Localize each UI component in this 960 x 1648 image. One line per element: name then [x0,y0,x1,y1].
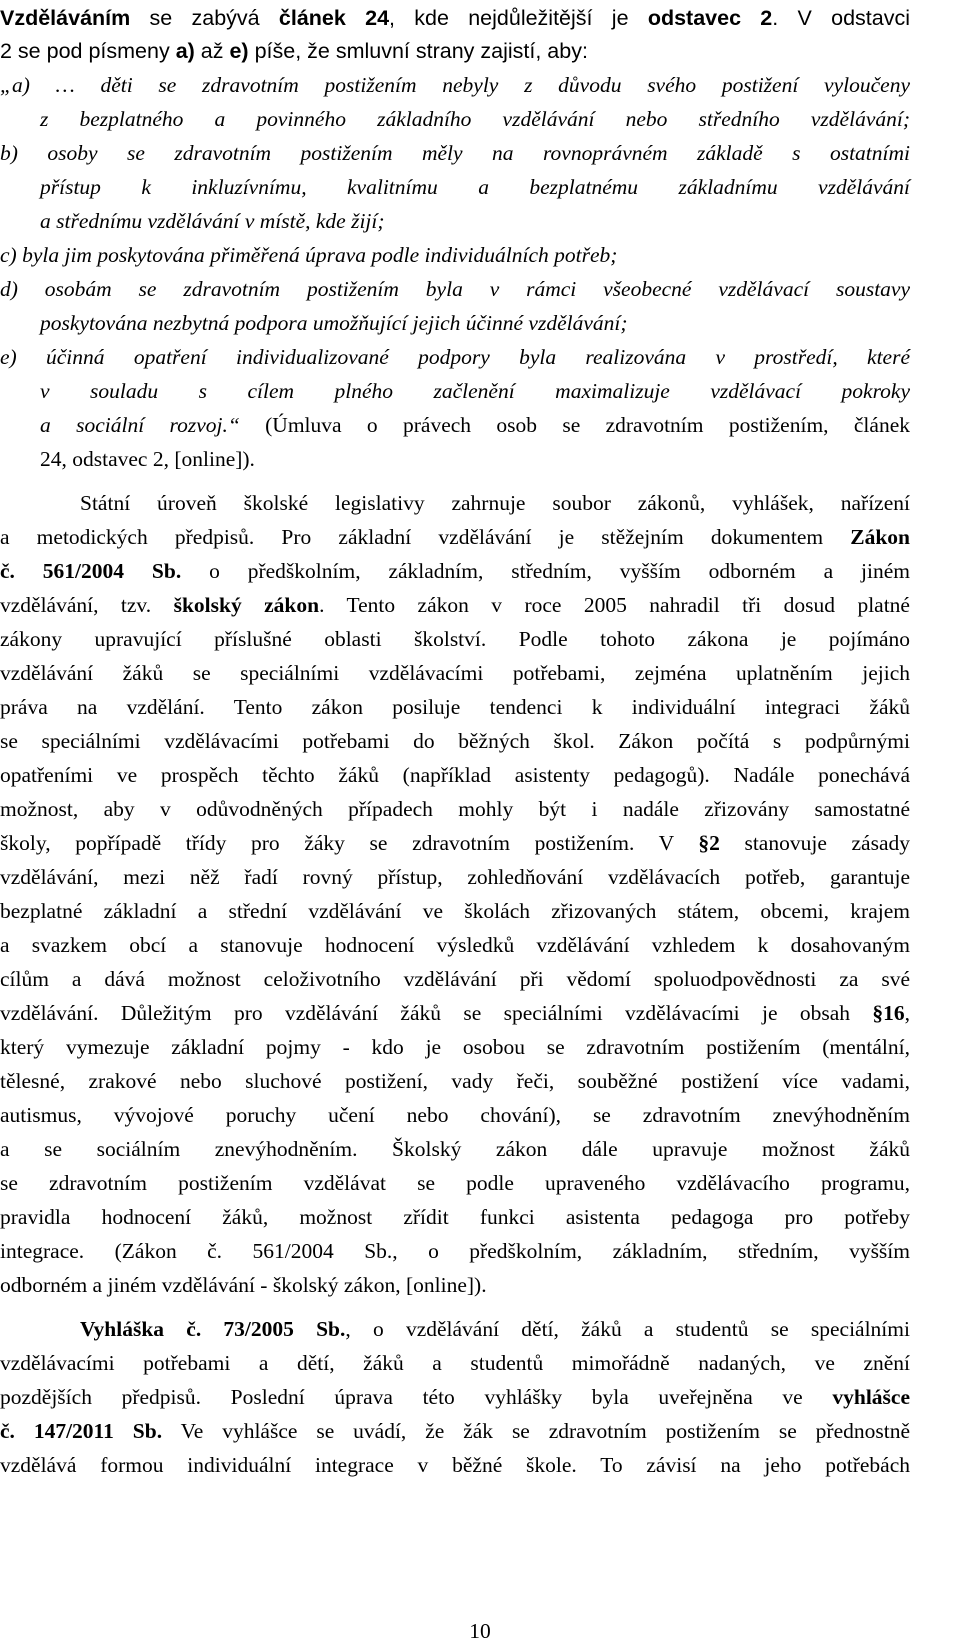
text-segment: pozdějších předpisů. Poslední úprava této vyhlášky byla uveřejněna ve [0,1385,833,1409]
text-line [0,70,910,100]
text-segment: . Tento zákon v roce 2005 nahradil tři dosud platné [319,593,910,617]
text-segment: . V odstavci [772,6,911,30]
text-segment: pravidla hodnocení žáků, možnost zřídit funkci asistenta pedagoga pro potřeby [0,1205,910,1229]
text-line [0,1134,910,1164]
text-line [0,998,910,1028]
text-segment: odstavec 2 [647,6,773,30]
text-segment: Vyhláška č. 73/2005 Sb. [80,1317,346,1341]
text-segment: školy, popřípadě třídy pro žáky se zdravotním postižením. V [0,831,699,855]
text-segment: práva na vzdělání. Tento zákon posiluje tendenci k individuální integraci žáků [0,695,910,719]
text-segment: a sociální rozvoj.“ [40,413,240,437]
text-line [0,138,910,168]
text-segment: vzdělávacími potřebami a dětí, žáků a studentů mimořádně nadaných, ve znění [0,1351,910,1375]
text-line [0,556,910,586]
text-segment: a svazkem obcí a stanovuje hodnocení výsledků vzdělávání vzhledem k dosahovaným [0,933,910,957]
text-line [0,1270,487,1300]
text-segment: Zákon [850,525,910,549]
text-line [0,1100,910,1130]
text-segment: v souladu s cílem plného začlenění maximalizuje vzdělávací pokroky [40,379,910,403]
text-line [40,104,910,134]
text-segment: d) osobám se zdravotním postižením byla v rámci všeobecné vzdělávací soustavy [0,277,910,301]
text-line [0,590,910,620]
text-segment: se zdravotním postižením vzdělávat se podle upraveného vzdělávacího programu, [0,1171,910,1195]
text-segment: se speciálními vzdělávacími potřebami do běžných škol. Zákon počítá s podpůrnými [0,729,910,753]
text-line [0,862,910,892]
text-segment: vzdělávání žáků se speciálními vzdělávacími potřebami, zejména uplatněním jejich [0,661,910,685]
text-segment: vzdělává formou individuální integrace v běžné škole. To závisí na jeho potřebách [0,1453,910,1477]
text-segment: zákony upravující příslušné oblasti školství. Podle tohoto zákona je pojímáno [0,627,910,651]
text-segment: , [904,1001,910,1025]
text-segment: (Úmluva o právech osob se zdravotním postižením, článek [239,413,910,437]
text-segment: školský zákon [173,593,320,617]
text-segment: Ve vyhlášce se uvádí, že žák se zdravotním postižením se přednostně [162,1419,911,1443]
text-segment: píše, že smluvní strany zajistí, aby: [248,39,588,63]
text-line [40,172,910,202]
text-line [0,274,910,304]
text-line [40,206,385,236]
text-segment: cílům a dává možnost celoživotního vzdělávání při vědomí spoluodpovědnosti za své [0,967,910,991]
text-segment: e) [229,39,249,63]
text-segment: vzdělávání, mezi něž řadí rovný přístup, zohledňování vzdělávacích potřeb, garantuje [0,865,910,889]
text-line [0,760,910,790]
text-line [0,342,910,372]
text-segment: se zabývá [130,6,279,30]
text-segment: a střednímu vzdělávání v místě, kde žijí; [40,209,385,233]
text-segment: Státní úroveň školské legislativy zahrnuje soubor zákonů, vyhlášek, nařízení [80,491,910,515]
text-line [0,1236,910,1266]
text-segment: z bezplatného a povinného základního vzdělávání nebo středního vzdělávání; [40,107,910,131]
text-segment: e) účinná opatření individualizované podpory byla realizována v prostředí, které [0,345,910,369]
text-segment: a) [175,39,195,63]
text-line [0,658,910,688]
text-line [0,964,910,994]
text-segment: vzdělávání. Důležitým pro vzdělávání žáků se speciálními vzdělávacími je obsah [0,1001,873,1025]
text-line [0,1066,910,1096]
text-segment: integrace. (Zákon č. 561/2004 Sb., o předškolním, základním, středním, vyšším [0,1239,910,1263]
text-line [0,624,910,654]
text-line [40,308,628,338]
text-segment: opatřeními ve prospěch těchto žáků (například asistenty pedagogů). Nadále ponechává [0,763,910,787]
text-line [0,3,910,33]
text-segment: možnost, aby v odůvodněných případech mohly být i nadále zřizovány samostatné [0,797,910,821]
text-line [0,1416,910,1446]
text-segment: „a) … děti se zdravotním postižením nebyly z důvodu svého postižení vyloučeny [0,73,910,97]
text-segment: stanovuje zásady [719,831,910,855]
text-line [40,444,255,474]
text-segment: až [194,39,230,63]
text-segment: b) osoby se zdravotním postižením měly na rovnoprávném základě s ostatními [0,141,910,165]
text-line [80,488,910,518]
text-line [0,930,910,960]
text-line [0,1450,910,1480]
text-segment: odborném a jiném vzdělávání - školský zákon, [online]). [0,1273,487,1297]
text-segment: c) byla jim poskytována přiměřená úprava podle individuálních potřeb; [0,243,618,267]
text-line [40,410,910,440]
text-line [0,896,910,926]
text-segment: přístup k inkluzívnímu, kvalitnímu a bezplatnému základnímu vzdělávání [40,175,910,199]
text-segment: č. 561/2004 Sb. [0,559,182,583]
text-line [0,522,910,552]
text-segment: vzdělávání, tzv. [0,593,174,617]
text-segment: §16 [872,1001,905,1025]
text-segment: vyhlášce [832,1385,910,1409]
text-segment: a se sociálním znevýhodněním. Školský zákon dále upravuje možnost žáků [0,1137,910,1161]
text-segment: autismus, vývojové poruchy učení nebo chování), se zdravotním znevýhodněním [0,1103,910,1127]
page-number: 10 [469,1619,491,1643]
text-segment: č. 147/2011 Sb. [0,1419,163,1443]
text-line [0,726,910,756]
text-line [0,692,910,722]
text-segment: který vymezuje základní pojmy - kdo je osobou se zdravotním postižením (mentální, [0,1035,910,1059]
text-segment: 2 se pod písmeny [0,39,176,63]
text-segment: , o vzdělávání dětí, žáků a studentů se speciálními [345,1317,910,1341]
text-line [0,1348,910,1378]
text-segment: 24, odstavec 2, [online]). [40,447,255,471]
text-line [0,828,910,858]
text-segment: bezplatné základní a střední vzdělávání ve školách zřizovaných státem, obcemi, krajem [0,899,910,923]
text-line [0,794,910,824]
text-line [0,1032,910,1062]
text-line [0,1382,910,1412]
text-segment: článek 24 [278,6,390,30]
text-line [0,36,588,66]
text-line [80,1314,910,1344]
text-segment: , kde nejdůležitější je [389,6,648,30]
text-line [0,1168,910,1198]
text-line [0,1202,910,1232]
text-line [40,376,910,406]
text-segment: §2 [698,831,720,855]
text-segment: a metodických předpisů. Pro základní vzdělávání je stěžejním dokumentem [0,525,851,549]
text-segment: Vzděláváním [0,6,131,30]
text-segment: o předškolním, základním, středním, vyšším odborném a jiném [181,559,911,583]
text-line [0,240,617,270]
text-segment: tělesné, zrakové nebo sluchové postižení, vady řeči, souběžné postižení více vadami, [0,1069,910,1093]
text-segment: poskytována nezbytná podpora umožňující jejich účinné vzdělávání; [40,311,628,335]
